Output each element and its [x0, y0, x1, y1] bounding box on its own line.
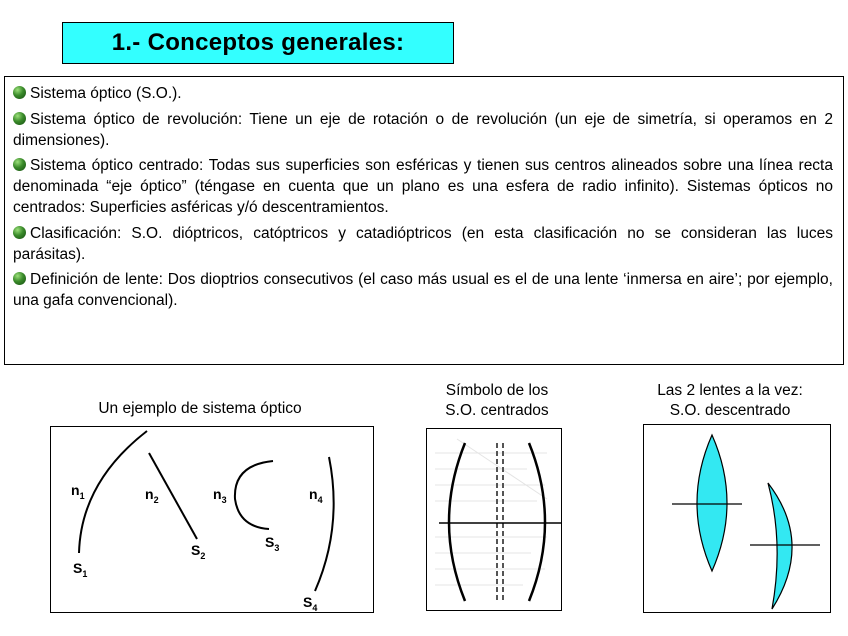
label-n3: $n_3$ [213, 486, 227, 505]
surface-s3 [235, 461, 273, 529]
label-n4: $n_4$ [309, 486, 323, 505]
example-figure [50, 426, 374, 613]
lenses-diagram [644, 425, 832, 614]
bullet-item [13, 155, 833, 218]
bullet-text: Sistema óptico centrado: Todas sus superficies son esféricas y tienen sus centros alineados sobre una línea recta denominada “eje óptico” (téngase en cuenta que un plano es una esfera de radio infinito). Sistemas ópticos no centrados: Superficies asféricas y/ó descentramientos. [13, 157, 833, 216]
lenses-figure [643, 424, 831, 613]
label-s1: $S_1$ [73, 560, 88, 579]
label-s2: $S_2$ [191, 542, 206, 561]
background-texture [435, 439, 547, 585]
symbol-caption [412, 381, 582, 421]
surface-s4 [315, 457, 334, 591]
example-caption: Un ejemplo de sistema óptico [98, 400, 302, 417]
green-bullet-icon [13, 226, 26, 239]
bullet-text: Definición de lente: Dos dioptrios consecutivos (el caso más usual es el de una lente ‘inmersa en aire’; por ejemplo, una gafa convencional). [13, 271, 833, 309]
concepts-box [4, 76, 844, 365]
example-diagram [51, 427, 375, 614]
symbol-figure [426, 428, 562, 611]
meniscus-lens [768, 483, 792, 609]
biconvex-lens [697, 435, 727, 571]
symbol-caption-line1: Símbolo de los [445, 382, 549, 399]
bullet-item [13, 83, 833, 104]
lenses-caption-line1: Las 2 lentes a la vez: [657, 382, 803, 399]
label-n2: $n_2$ [145, 486, 159, 505]
surface-s1 [79, 431, 147, 553]
bullet-text: Sistema óptico de revolución: Tiene un eje de rotación o de revolución (un eje de simetría, si operamos en 2 dimensiones). [13, 110, 833, 149]
title-box [62, 22, 454, 64]
green-bullet-icon [13, 158, 26, 171]
label-s3: $S_3$ [265, 534, 280, 553]
label-s4: $S_4$ [303, 594, 318, 613]
bullet-item [13, 109, 833, 151]
lenses-caption [630, 381, 830, 421]
right-surface [529, 443, 545, 601]
left-surface [449, 443, 465, 601]
green-bullet-icon [13, 272, 26, 285]
label-n1: $n_1$ [71, 482, 85, 501]
bullet-text: Sistema óptico (S.O.). [30, 85, 182, 102]
symbol-caption-line2: S.O. centrados [445, 402, 549, 419]
green-bullet-icon [13, 112, 26, 125]
green-bullet-icon [13, 86, 26, 99]
bullet-text: Clasificación: S.O. dióptricos, catóptricos y catadióptricos (en esta clasificación no se consideran las luces parásitas). [13, 224, 833, 263]
bullet-item [13, 269, 833, 311]
lenses-caption-line2: S.O. descentrado [669, 402, 791, 419]
bullet-item [13, 223, 833, 265]
page-title: 1.- Conceptos generales: [111, 29, 405, 56]
symbol-diagram [427, 429, 563, 612]
